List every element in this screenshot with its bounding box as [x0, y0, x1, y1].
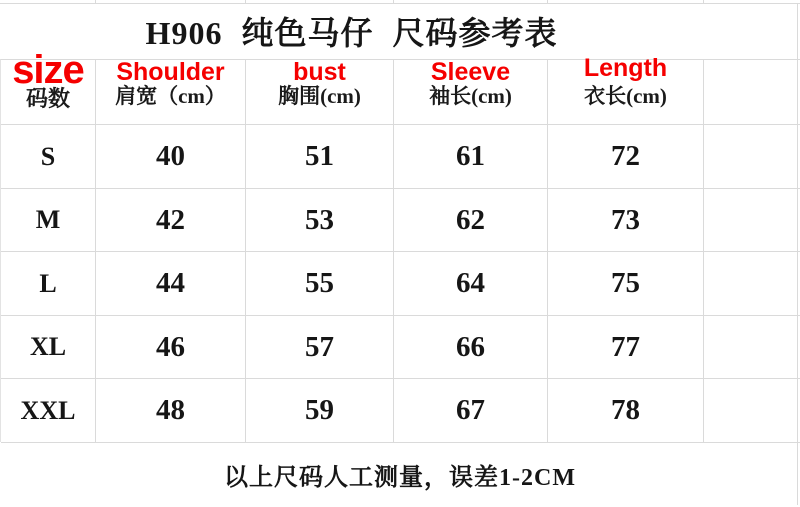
empty-cell	[704, 316, 800, 379]
grid-stub	[703, 0, 704, 3]
sleeve-value: 61	[394, 125, 548, 189]
empty-cell	[704, 252, 800, 316]
length-value: 78	[548, 379, 704, 443]
size-cell: XL	[1, 316, 96, 379]
shoulder-value: 48	[96, 379, 246, 443]
sleeve-header-en: Sleeve	[430, 58, 511, 86]
grid-stub	[547, 0, 548, 3]
sleeve-value: 67	[394, 379, 548, 443]
grid-hairline-right	[797, 3, 798, 505]
shoulder-header-en: Shoulder	[116, 58, 225, 86]
page-title: H906 纯色马仔 尺码参考表	[145, 15, 558, 51]
empty-cell	[704, 189, 800, 252]
size-table	[0, 48, 800, 442]
sleeve-value: 66	[394, 316, 548, 379]
bust-value: 51	[246, 125, 394, 189]
shoulder-value: 46	[96, 316, 246, 379]
header-cell-bust	[246, 60, 394, 125]
header-cell-size	[1, 48, 96, 125]
grid-stub	[393, 0, 394, 3]
size-header-en: size	[12, 48, 84, 92]
bust-header-en: bust	[293, 58, 346, 86]
length-header-en: Length	[583, 54, 668, 82]
empty-cell	[704, 125, 800, 189]
empty-cell	[704, 379, 800, 443]
bust-header-zh: 胸围(cm)	[278, 84, 361, 108]
size-header-zh: 码数	[25, 86, 70, 111]
grid-stub	[245, 0, 246, 3]
bust-value: 57	[246, 316, 394, 379]
shoulder-value: 42	[96, 189, 246, 252]
header-cell-empty	[704, 60, 800, 125]
bust-value: 53	[246, 189, 394, 252]
shoulder-value: 40	[96, 125, 246, 189]
length-value: 77	[548, 316, 704, 379]
size-cell: M	[1, 189, 96, 252]
size-cell: S	[1, 125, 96, 189]
shoulder-header-zh: 肩宽（cm）	[115, 84, 226, 108]
header-cell-sleeve	[394, 60, 548, 125]
size-cell: L	[1, 252, 96, 316]
header-cell-length	[548, 54, 704, 125]
length-value: 75	[548, 252, 704, 316]
sleeve-value: 64	[394, 252, 548, 316]
grid-stub	[95, 0, 96, 3]
length-value: 73	[548, 189, 704, 252]
header-cell-shoulder	[96, 60, 246, 125]
shoulder-value: 44	[96, 252, 246, 316]
footer-note: 以上尺码人工测量，误差1-2CM	[224, 465, 576, 491]
length-value: 72	[548, 125, 704, 189]
size-cell: XXL	[1, 379, 96, 443]
sleeve-value: 62	[394, 189, 548, 252]
bust-value: 59	[246, 379, 394, 443]
sleeve-header-zh: 袖长(cm)	[429, 84, 512, 108]
bust-value: 55	[246, 252, 394, 316]
length-header-zh: 衣长(cm)	[584, 84, 667, 108]
